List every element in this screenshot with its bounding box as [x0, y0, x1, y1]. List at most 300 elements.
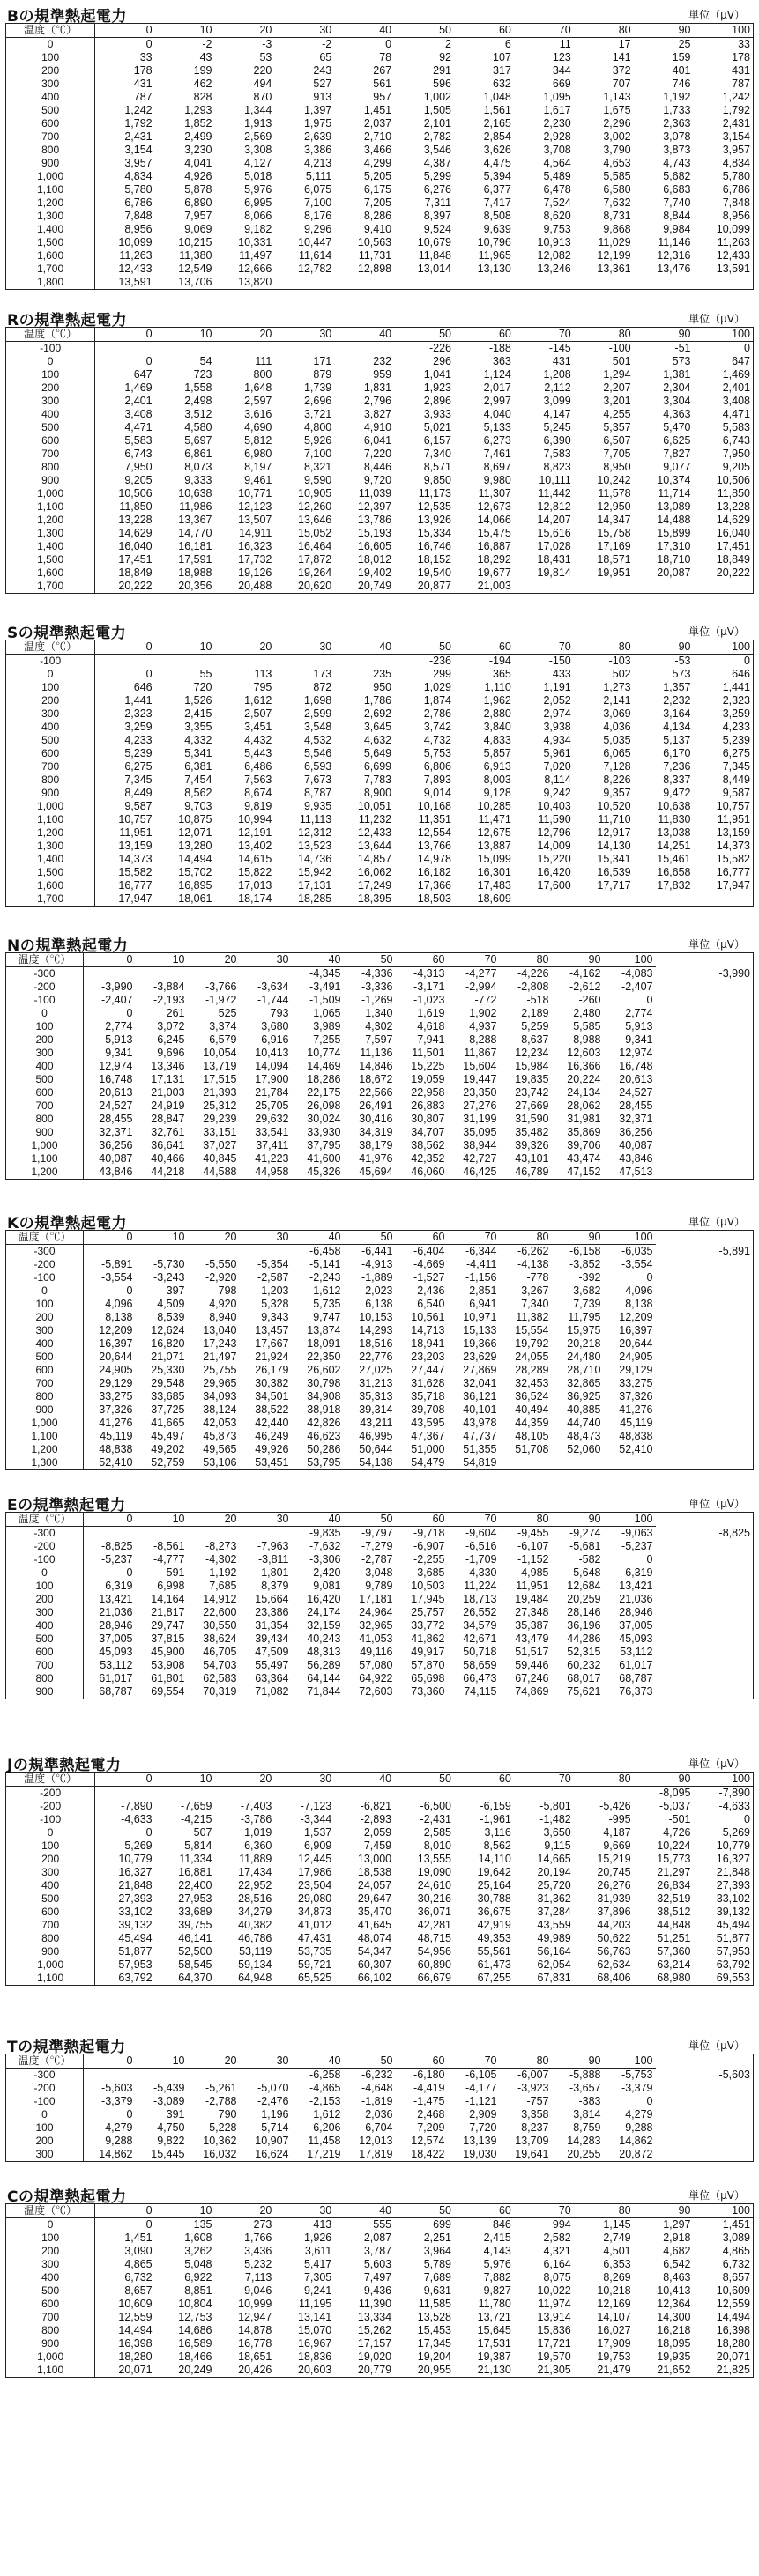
table-row	[6, 2121, 754, 2135]
emf-value: 74,115	[464, 1685, 497, 1698]
emf-value: 7,632	[603, 196, 631, 209]
emf-value: 55,561	[477, 1945, 511, 1958]
column-header: 70	[514, 328, 574, 342]
emf-value: 16,327	[118, 1866, 153, 1878]
emf-value: 5,585	[603, 170, 631, 182]
emf-value: 3,548	[303, 721, 332, 733]
emf-value: 21,036	[619, 1593, 653, 1605]
emf-value: 19,090	[417, 1866, 451, 1878]
column-header: 50	[394, 328, 454, 342]
emf-value: 68,787	[99, 1685, 133, 1698]
emf-value: -236	[428, 655, 451, 667]
emf-value: 18,849	[716, 553, 750, 566]
column-header: 60	[454, 2204, 514, 2218]
emf-value: 39,132	[118, 1919, 153, 1931]
row-temperature: 1,600	[6, 566, 95, 580]
emf-value: -2,893	[360, 1813, 392, 1825]
emf-value: 8,657	[124, 2284, 153, 2297]
emf-value: 9,631	[423, 2284, 451, 2297]
emf-value: 9,587	[124, 800, 153, 812]
emf-value	[334, 1787, 394, 1801]
emf-value: 1,041	[423, 368, 451, 381]
row-temperature: 700	[6, 760, 95, 774]
emf-value: 10,679	[417, 236, 451, 248]
emf-value: 19,677	[477, 566, 511, 579]
emf-value: 8,988	[573, 1033, 601, 1046]
emf-value: 9,850	[423, 474, 451, 486]
emf-value: -1,475	[413, 2095, 445, 2107]
emf-value: 18,538	[357, 1866, 392, 1878]
table-row	[6, 1813, 754, 1826]
table-row	[6, 2350, 754, 2364]
emf-value: -6,441	[361, 1245, 393, 1257]
emf-value: 28,516	[238, 1892, 272, 1905]
emf-value: 2,774	[105, 1020, 133, 1033]
emf-value: 14,862	[99, 2148, 133, 2160]
emf-value	[240, 1527, 292, 1541]
column-header: 80	[574, 24, 634, 38]
emf-value: 363	[493, 355, 511, 367]
emf-value: 7,236	[663, 760, 691, 773]
emf-value: -3,923	[517, 2082, 549, 2094]
emf-value: 61,017	[99, 1672, 133, 1684]
emf-value: 9,343	[261, 1311, 289, 1323]
emf-value: 19,402	[357, 566, 392, 579]
row-temperature: 200	[6, 64, 95, 78]
table-row	[6, 668, 754, 681]
emf-value	[95, 1787, 155, 1801]
emf-value: 10,051	[357, 800, 392, 812]
column-header: 40	[292, 1231, 344, 1245]
emf-value: 20,255	[567, 2148, 601, 2160]
emf-value: 7,345	[722, 760, 750, 773]
emf-value: 10,563	[357, 236, 392, 248]
emf-value: 60,232	[567, 1659, 601, 1671]
emf-value: 40,494	[515, 1403, 549, 1416]
emf-value: 5,245	[543, 421, 571, 433]
emf-value: 10,506	[716, 474, 750, 486]
emf-value: 47,367	[411, 1430, 445, 1442]
emf-value: 5,133	[483, 421, 511, 433]
emf-value: 7,461	[483, 448, 511, 460]
row-temperature: 800	[6, 2324, 95, 2337]
emf-value: 15,773	[657, 1853, 691, 1865]
emf-value: 1,192	[209, 1566, 237, 1579]
emf-value: -1,527	[413, 1271, 445, 1284]
row-temperature: 800	[6, 1932, 95, 1945]
emf-value: 10,999	[238, 2298, 272, 2310]
emf-value: 6,732	[722, 2258, 750, 2270]
emf-value: -9,835	[309, 1527, 341, 1539]
emf-value: -8,095	[659, 1787, 691, 1799]
emf-value: 723	[193, 368, 212, 381]
emf-value: 3,002	[603, 130, 631, 143]
emf-value: 26,276	[597, 1879, 631, 1891]
emf-value: 2,896	[423, 395, 451, 407]
emf-value: -194	[488, 655, 511, 667]
emf-value: 17,345	[417, 2337, 451, 2350]
emf-value: 15,070	[298, 2324, 332, 2336]
emf-value: 4,632	[363, 734, 392, 746]
emf-value: 18,466	[178, 2350, 212, 2363]
table-row	[6, 1527, 754, 1541]
emf-value: 36,196	[567, 1619, 601, 1632]
emf-value: 5,780	[124, 183, 153, 196]
emf-value: -6,344	[465, 1245, 497, 1257]
emf-value: 7,417	[483, 196, 511, 209]
row-temperature: 100	[6, 2121, 84, 2135]
emf-value: 199	[193, 64, 212, 77]
emf-value	[514, 1787, 574, 1801]
emf-value: 9,472	[663, 787, 691, 799]
emf-value: 8,337	[663, 774, 691, 786]
emf-value: 6,861	[184, 448, 212, 460]
emf-value: 13,038	[657, 826, 691, 839]
emf-value: 11,830	[658, 813, 691, 825]
emf-value: -1,509	[309, 994, 341, 1006]
emf-value: 16,820	[151, 1337, 185, 1350]
emf-value: -5,550	[205, 1258, 237, 1270]
table-row	[6, 1919, 754, 1932]
emf-value: 13,786	[357, 514, 392, 526]
emf-value: 7,100	[303, 196, 332, 209]
emf-value: 11,307	[478, 487, 511, 500]
emf-value: -5,237	[621, 1540, 653, 1552]
emf-value	[334, 342, 394, 356]
emf-value: 7,739	[573, 1298, 601, 1310]
emf-value: 16,301	[477, 866, 511, 878]
emf-value: 9,461	[244, 474, 272, 486]
emf-value: -1,819	[361, 2095, 393, 2107]
row-temperature: 600	[6, 1086, 84, 1099]
emf-value: 29,129	[619, 1364, 653, 1376]
emf-value: -3,379	[621, 2082, 653, 2094]
column-header: 100	[604, 2054, 656, 2069]
emf-value: -4,138	[517, 1258, 549, 1270]
emf-value: 24,134	[567, 1086, 601, 1099]
emf-value: 1,733	[663, 104, 691, 116]
emf-value: 46,623	[307, 1430, 341, 1442]
table-row	[6, 2108, 754, 2121]
emf-value: 37,027	[203, 1139, 237, 1151]
emf-value: 24,527	[99, 1099, 133, 1112]
emf-value: 13,523	[298, 840, 332, 852]
table-row	[6, 1113, 754, 1126]
emf-value: -4,215	[181, 1813, 212, 1825]
row-temperature: 0	[6, 2218, 95, 2232]
emf-value: 9,205	[722, 461, 750, 473]
emf-value: 413	[313, 2218, 332, 2231]
emf-value: 10,757	[118, 813, 153, 825]
emf-value: 53,112	[620, 1646, 653, 1658]
emf-value: -2	[322, 38, 332, 50]
emf-value: 12,974	[99, 1060, 133, 1072]
emf-value: 30,382	[255, 1377, 289, 1389]
emf-value: 9,081	[313, 1580, 341, 1592]
emf-value	[694, 580, 754, 594]
emf-value: 27,869	[463, 1364, 497, 1376]
emf-value: 20,249	[178, 2364, 212, 2376]
table-row	[6, 681, 754, 694]
table-row	[6, 249, 754, 263]
emf-value: -1,744	[257, 994, 289, 1006]
section-header	[5, 0, 754, 26]
emf-value: 40,087	[619, 1139, 653, 1151]
emf-value: -7,659	[181, 1800, 212, 1812]
emf-value: -2,153	[309, 2095, 341, 2107]
column-header: 50	[394, 640, 454, 655]
row-temperature: 100	[6, 1298, 84, 1311]
emf-value: 19,264	[298, 566, 332, 579]
emf-value: 7,597	[365, 1033, 393, 1046]
column-header: 20	[188, 1513, 240, 1527]
emf-value: 6,157	[423, 434, 451, 447]
emf-value: 0	[744, 342, 750, 354]
table-row	[6, 1826, 754, 1839]
row-temperature: 400	[6, 1060, 84, 1073]
row-temperature: 700	[6, 448, 95, 461]
emf-value: 50,644	[359, 1443, 393, 1455]
table-row	[6, 721, 754, 734]
emf-value: 5,259	[521, 1020, 549, 1033]
emf-value: 18,091	[307, 1337, 341, 1350]
emf-value: 18,174	[238, 892, 272, 905]
column-header: 80	[500, 953, 552, 967]
emf-value: 38,512	[657, 1906, 691, 1918]
emf-value: 9,436	[363, 2284, 392, 2297]
emf-value: 28,847	[151, 1113, 185, 1125]
emf-value	[240, 967, 292, 981]
emf-value: 2,774	[625, 1007, 653, 1019]
emf-value: 22,400	[178, 1879, 212, 1891]
emf-value: 296	[433, 355, 451, 367]
emf-value: 2,468	[417, 2108, 445, 2121]
emf-value: 16,895	[178, 879, 212, 892]
emf-value: 0	[145, 38, 153, 50]
emf-value: 12,260	[298, 500, 332, 513]
column-header: 10	[155, 1773, 215, 1787]
emf-value: 1,962	[483, 694, 511, 707]
temperature-header: 温度（℃）	[6, 24, 95, 38]
section-title: Sの規準熱起電力	[7, 625, 127, 642]
emf-value: 17,667	[255, 1337, 289, 1350]
emf-value	[634, 580, 694, 594]
emf-value: 21,848	[118, 1879, 153, 1891]
emf-value: 9,341	[105, 1047, 133, 1059]
emf-value: 14,164	[151, 1593, 185, 1605]
table-row	[6, 276, 754, 290]
emf-value: 2,323	[124, 707, 153, 720]
row-temperature: -200	[6, 1787, 95, 1801]
emf-value: 19,951	[597, 566, 631, 579]
emf-value: 10,285	[477, 800, 511, 812]
emf-value: 994	[552, 2218, 571, 2231]
emf-value: 317	[493, 64, 511, 77]
emf-value: 21,784	[255, 1086, 289, 1099]
emf-value: -1,972	[205, 994, 237, 1006]
emf-value: 32,865	[567, 1377, 601, 1389]
emf-value: 18,095	[657, 2337, 691, 2350]
emf-value: 397	[166, 1284, 185, 1297]
emf-value: 16,181	[178, 540, 212, 552]
emf-value: 32,761	[151, 1126, 185, 1138]
emf-value: 7,848	[124, 210, 153, 222]
table-row	[6, 1073, 754, 1086]
column-header: 100	[604, 1231, 656, 1245]
emf-value: 0	[646, 994, 653, 1006]
emf-value: 15,604	[463, 1060, 497, 1072]
row-temperature: 500	[6, 1351, 84, 1364]
emf-table	[5, 1772, 754, 1986]
emf-value: 31,981	[567, 1113, 601, 1125]
emf-value: 8,900	[363, 787, 392, 799]
column-header: 90	[552, 1513, 604, 1527]
table-row	[6, 183, 754, 196]
emf-value: 13,721	[477, 2311, 511, 2323]
emf-value: 10,403	[537, 800, 571, 812]
emf-value: 2,401	[722, 381, 750, 394]
emf-value: 78	[379, 51, 392, 63]
column-header: 70	[514, 24, 574, 38]
column-header: 70	[514, 640, 574, 655]
emf-value: 48,838	[619, 1430, 653, 1442]
emf-value: 2,052	[543, 694, 571, 707]
emf-value: 46,786	[238, 1932, 272, 1944]
emf-value: 828	[193, 91, 212, 103]
emf-value: 8,562	[184, 787, 212, 799]
emf-value: 1,029	[423, 681, 451, 693]
emf-value: 14,130	[597, 840, 631, 852]
emf-value: 8,269	[603, 2271, 631, 2284]
emf-value: 34,501	[255, 1390, 289, 1403]
emf-value: 12,812	[537, 500, 571, 513]
column-header: 30	[240, 2054, 292, 2069]
emf-value: -3,811	[257, 1553, 289, 1566]
emf-value: 45,093	[619, 1632, 653, 1645]
row-temperature: 500	[6, 1632, 84, 1646]
emf-value: 433	[552, 668, 571, 680]
emf-value: 11,585	[418, 2298, 451, 2310]
emf-value: 8,449	[722, 774, 750, 786]
emf-value: 34,093	[203, 1390, 237, 1403]
emf-value: -1,269	[361, 994, 393, 1006]
table-row	[6, 1892, 754, 1906]
emf-value: 7,882	[483, 2271, 511, 2284]
emf-value: 0	[145, 1826, 153, 1839]
emf-value: 30,024	[307, 1113, 341, 1125]
emf-value: 4,985	[521, 1566, 549, 1579]
emf-value: 7,459	[363, 1839, 392, 1852]
emf-value: 8,286	[363, 210, 392, 222]
emf-value	[514, 892, 574, 907]
column-header: 0	[95, 24, 155, 38]
emf-value: 19,935	[657, 2350, 691, 2363]
emf-value: 5,603	[363, 2258, 392, 2270]
emf-value: 11,351	[418, 813, 451, 825]
emf-value: -4,177	[465, 2082, 497, 2094]
emf-value: 67,246	[515, 1672, 549, 1684]
emf-value: 54,703	[203, 1659, 237, 1671]
emf-value: 13,709	[515, 2135, 549, 2147]
row-temperature: 400	[6, 1337, 84, 1351]
emf-value: -4,411	[465, 1258, 497, 1270]
emf-value: 0	[744, 1813, 750, 1825]
row-temperature: 700	[6, 1659, 84, 1672]
emf-value: 4,255	[603, 408, 631, 420]
emf-value: 1,505	[423, 104, 451, 116]
emf-value: 5,583	[722, 421, 750, 433]
emf-value: 53,106	[203, 1456, 237, 1469]
emf-value: 65,698	[411, 1672, 445, 1684]
emf-value: 1,208	[543, 368, 571, 381]
row-temperature: 300	[6, 1047, 84, 1060]
table-row	[6, 1152, 754, 1166]
emf-value: -8,825	[101, 1540, 133, 1552]
emf-value: 19,030	[463, 2148, 497, 2160]
emf-value: 33,541	[255, 1126, 289, 1138]
section-header	[5, 1207, 754, 1230]
emf-value: 20,222	[716, 566, 750, 579]
emf-value: 2,507	[244, 707, 272, 720]
emf-value: -5,681	[569, 1540, 601, 1552]
emf-value: 34,579	[463, 1619, 497, 1632]
emf-value: 14,713	[411, 1324, 445, 1336]
emf-value: 16,398	[716, 2324, 750, 2336]
emf-value: 2,786	[423, 707, 451, 720]
emf-value: 49,202	[151, 1443, 185, 1455]
emf-value: 0	[126, 1284, 133, 1297]
emf-value: -3,990	[101, 981, 133, 993]
emf-value: 12,753	[178, 2311, 212, 2323]
emf-value	[240, 2069, 292, 2083]
emf-value	[215, 1787, 275, 1801]
table-row	[6, 826, 754, 840]
emf-value: 43,479	[515, 1632, 549, 1645]
emf-value: 5,111	[305, 170, 332, 182]
emf-value: 10,099	[118, 236, 153, 248]
emf-value: 9,182	[244, 223, 272, 235]
emf-value: 4,926	[184, 170, 212, 182]
emf-value: 11,714	[658, 487, 691, 500]
emf-value: 14,469	[307, 1060, 341, 1072]
column-header: 40	[334, 328, 394, 342]
column-header: 40	[292, 1513, 344, 1527]
emf-value: 7,957	[184, 210, 212, 222]
emf-value: 15,836	[537, 2324, 571, 2336]
table-row	[6, 91, 754, 104]
row-temperature: 900	[6, 1685, 84, 1699]
emf-value: 3,814	[573, 2108, 601, 2121]
row-temperature: 1,000	[6, 170, 95, 183]
emf-value: 6,041	[363, 434, 392, 447]
emf-value: 17,451	[118, 553, 153, 566]
emf-value: 7,524	[543, 196, 571, 209]
emf-value: 1,469	[722, 368, 750, 381]
emf-value	[155, 1787, 215, 1801]
emf-value: 21,130	[477, 2364, 511, 2376]
emf-value: 8,620	[543, 210, 571, 222]
emf-value: 14,494	[118, 2324, 153, 2336]
emf-table	[5, 1230, 754, 1470]
emf-value: 17,434	[238, 1866, 272, 1878]
emf-value: 8,397	[423, 210, 451, 222]
column-header: 20	[215, 24, 275, 38]
emf-value: 1,786	[363, 694, 392, 707]
row-temperature: 400	[6, 91, 95, 104]
emf-value: 6,164	[543, 2258, 571, 2270]
column-header: 10	[136, 2054, 188, 2069]
emf-value: 8,562	[483, 1839, 511, 1852]
